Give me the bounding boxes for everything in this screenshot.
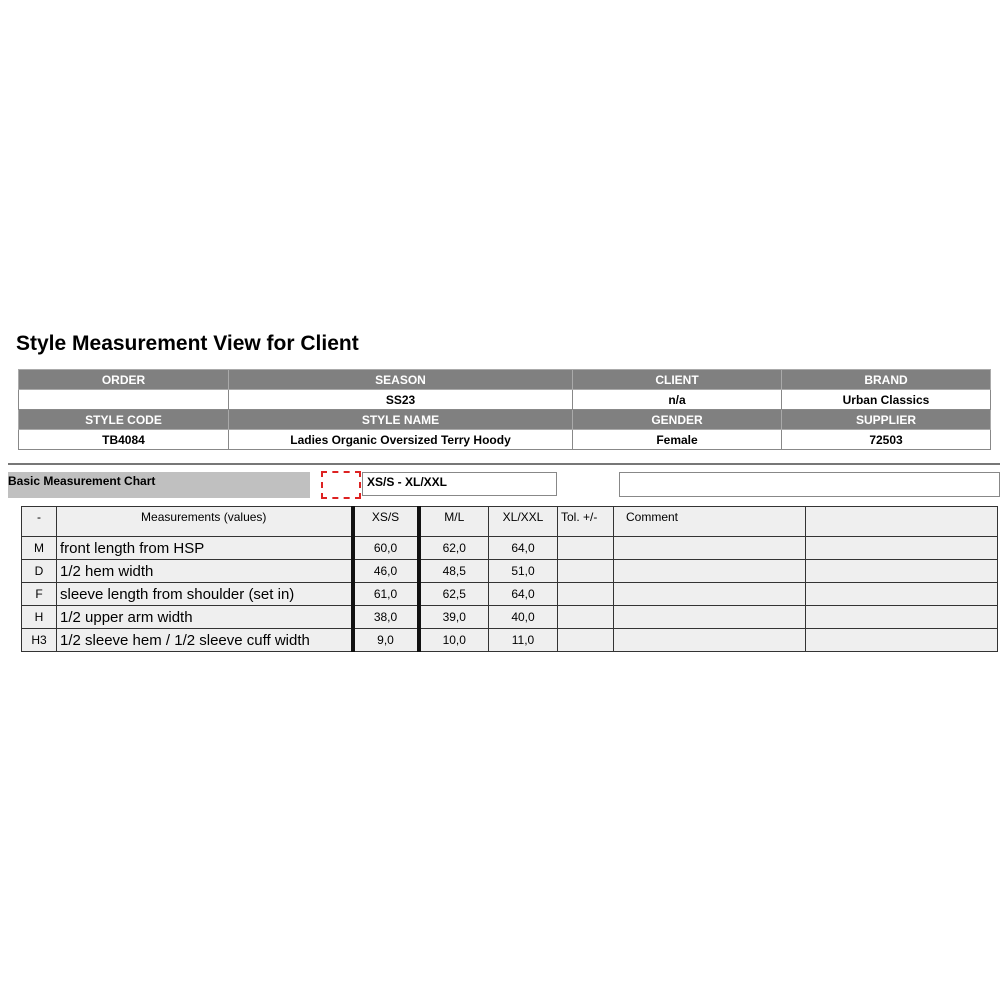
color-swatch-placeholder xyxy=(321,471,361,499)
table-row xyxy=(22,560,998,583)
table-header-row xyxy=(22,507,998,537)
style-info-table xyxy=(18,369,991,450)
col-xl-xxl: XL/XXL xyxy=(489,507,558,537)
cell-empty xyxy=(558,583,614,606)
cell-desc: sleeve length from shoulder (set in) xyxy=(57,583,353,606)
cell-desc: front length from HSP xyxy=(57,537,353,560)
cell-code: H3 xyxy=(22,629,57,652)
cell-empty xyxy=(806,583,998,606)
col-code: - xyxy=(22,507,57,537)
cell-empty xyxy=(806,537,998,560)
cell-empty xyxy=(806,560,998,583)
cell-xs-s: 61,0 xyxy=(353,583,419,606)
table-row xyxy=(22,606,998,629)
cell-empty xyxy=(614,629,806,652)
cell-xl-xxl: 64,0 xyxy=(489,583,558,606)
cell-desc: 1/2 upper arm width xyxy=(57,606,353,629)
gender-header: GENDER xyxy=(573,410,782,430)
page-title: Style Measurement View for Client xyxy=(16,332,359,355)
table-row xyxy=(22,629,998,652)
cell-empty xyxy=(558,560,614,583)
measurement-table xyxy=(21,506,998,652)
style-name-header: STYLE NAME xyxy=(229,410,573,430)
client-header: CLIENT xyxy=(573,370,782,390)
style-name-value: Ladies Organic Oversized Terry Hoody xyxy=(229,430,573,450)
cell-xl-xxl: 11,0 xyxy=(489,629,558,652)
cell-empty xyxy=(558,537,614,560)
cell-empty xyxy=(614,606,806,629)
cell-m-l: 48,5 xyxy=(419,560,489,583)
table-row xyxy=(22,537,998,560)
cell-code: H xyxy=(22,606,57,629)
cell-xs-s: 38,0 xyxy=(353,606,419,629)
cell-m-l: 62,5 xyxy=(419,583,489,606)
table-row xyxy=(22,583,998,606)
col-tolerance: Tol. +/- xyxy=(558,507,614,537)
season-value: SS23 xyxy=(229,390,573,410)
empty-field xyxy=(619,472,1000,497)
cell-empty xyxy=(614,537,806,560)
col-m-l: M/L xyxy=(419,507,489,537)
cell-code: M xyxy=(22,537,57,560)
cell-xs-s: 46,0 xyxy=(353,560,419,583)
order-header: ORDER xyxy=(19,370,229,390)
brand-header: BRAND xyxy=(782,370,991,390)
col-xs-s: XS/S xyxy=(353,507,419,537)
section-label: Basic Measurement Chart xyxy=(8,472,310,498)
col-measurement: Measurements (values) xyxy=(57,507,353,537)
season-header: SEASON xyxy=(229,370,573,390)
supplier-header: SUPPLIER xyxy=(782,410,991,430)
cell-m-l: 10,0 xyxy=(419,629,489,652)
cell-empty xyxy=(614,560,806,583)
cell-m-l: 62,0 xyxy=(419,537,489,560)
cell-empty xyxy=(614,583,806,606)
gender-value: Female xyxy=(573,430,782,450)
divider xyxy=(8,463,1000,465)
client-value: n/a xyxy=(573,390,782,410)
supplier-value: 72503 xyxy=(782,430,991,450)
cell-xl-xxl: 64,0 xyxy=(489,537,558,560)
cell-empty xyxy=(558,606,614,629)
cell-desc: 1/2 hem width xyxy=(57,560,353,583)
cell-empty xyxy=(806,606,998,629)
cell-code: D xyxy=(22,560,57,583)
cell-empty xyxy=(558,629,614,652)
style-code-header: STYLE CODE xyxy=(19,410,229,430)
cell-empty xyxy=(806,629,998,652)
cell-xl-xxl: 51,0 xyxy=(489,560,558,583)
cell-m-l: 39,0 xyxy=(419,606,489,629)
style-code-value: TB4084 xyxy=(19,430,229,450)
brand-value: Urban Classics xyxy=(782,390,991,410)
size-range-field: XS/S - XL/XXL xyxy=(362,472,557,496)
cell-desc: 1/2 sleeve hem / 1/2 sleeve cuff width xyxy=(57,629,353,652)
order-value xyxy=(19,390,229,410)
cell-xs-s: 60,0 xyxy=(353,537,419,560)
col-comment: Comment xyxy=(614,507,806,537)
col-extra xyxy=(806,507,998,537)
cell-xs-s: 9,0 xyxy=(353,629,419,652)
cell-xl-xxl: 40,0 xyxy=(489,606,558,629)
cell-code: F xyxy=(22,583,57,606)
